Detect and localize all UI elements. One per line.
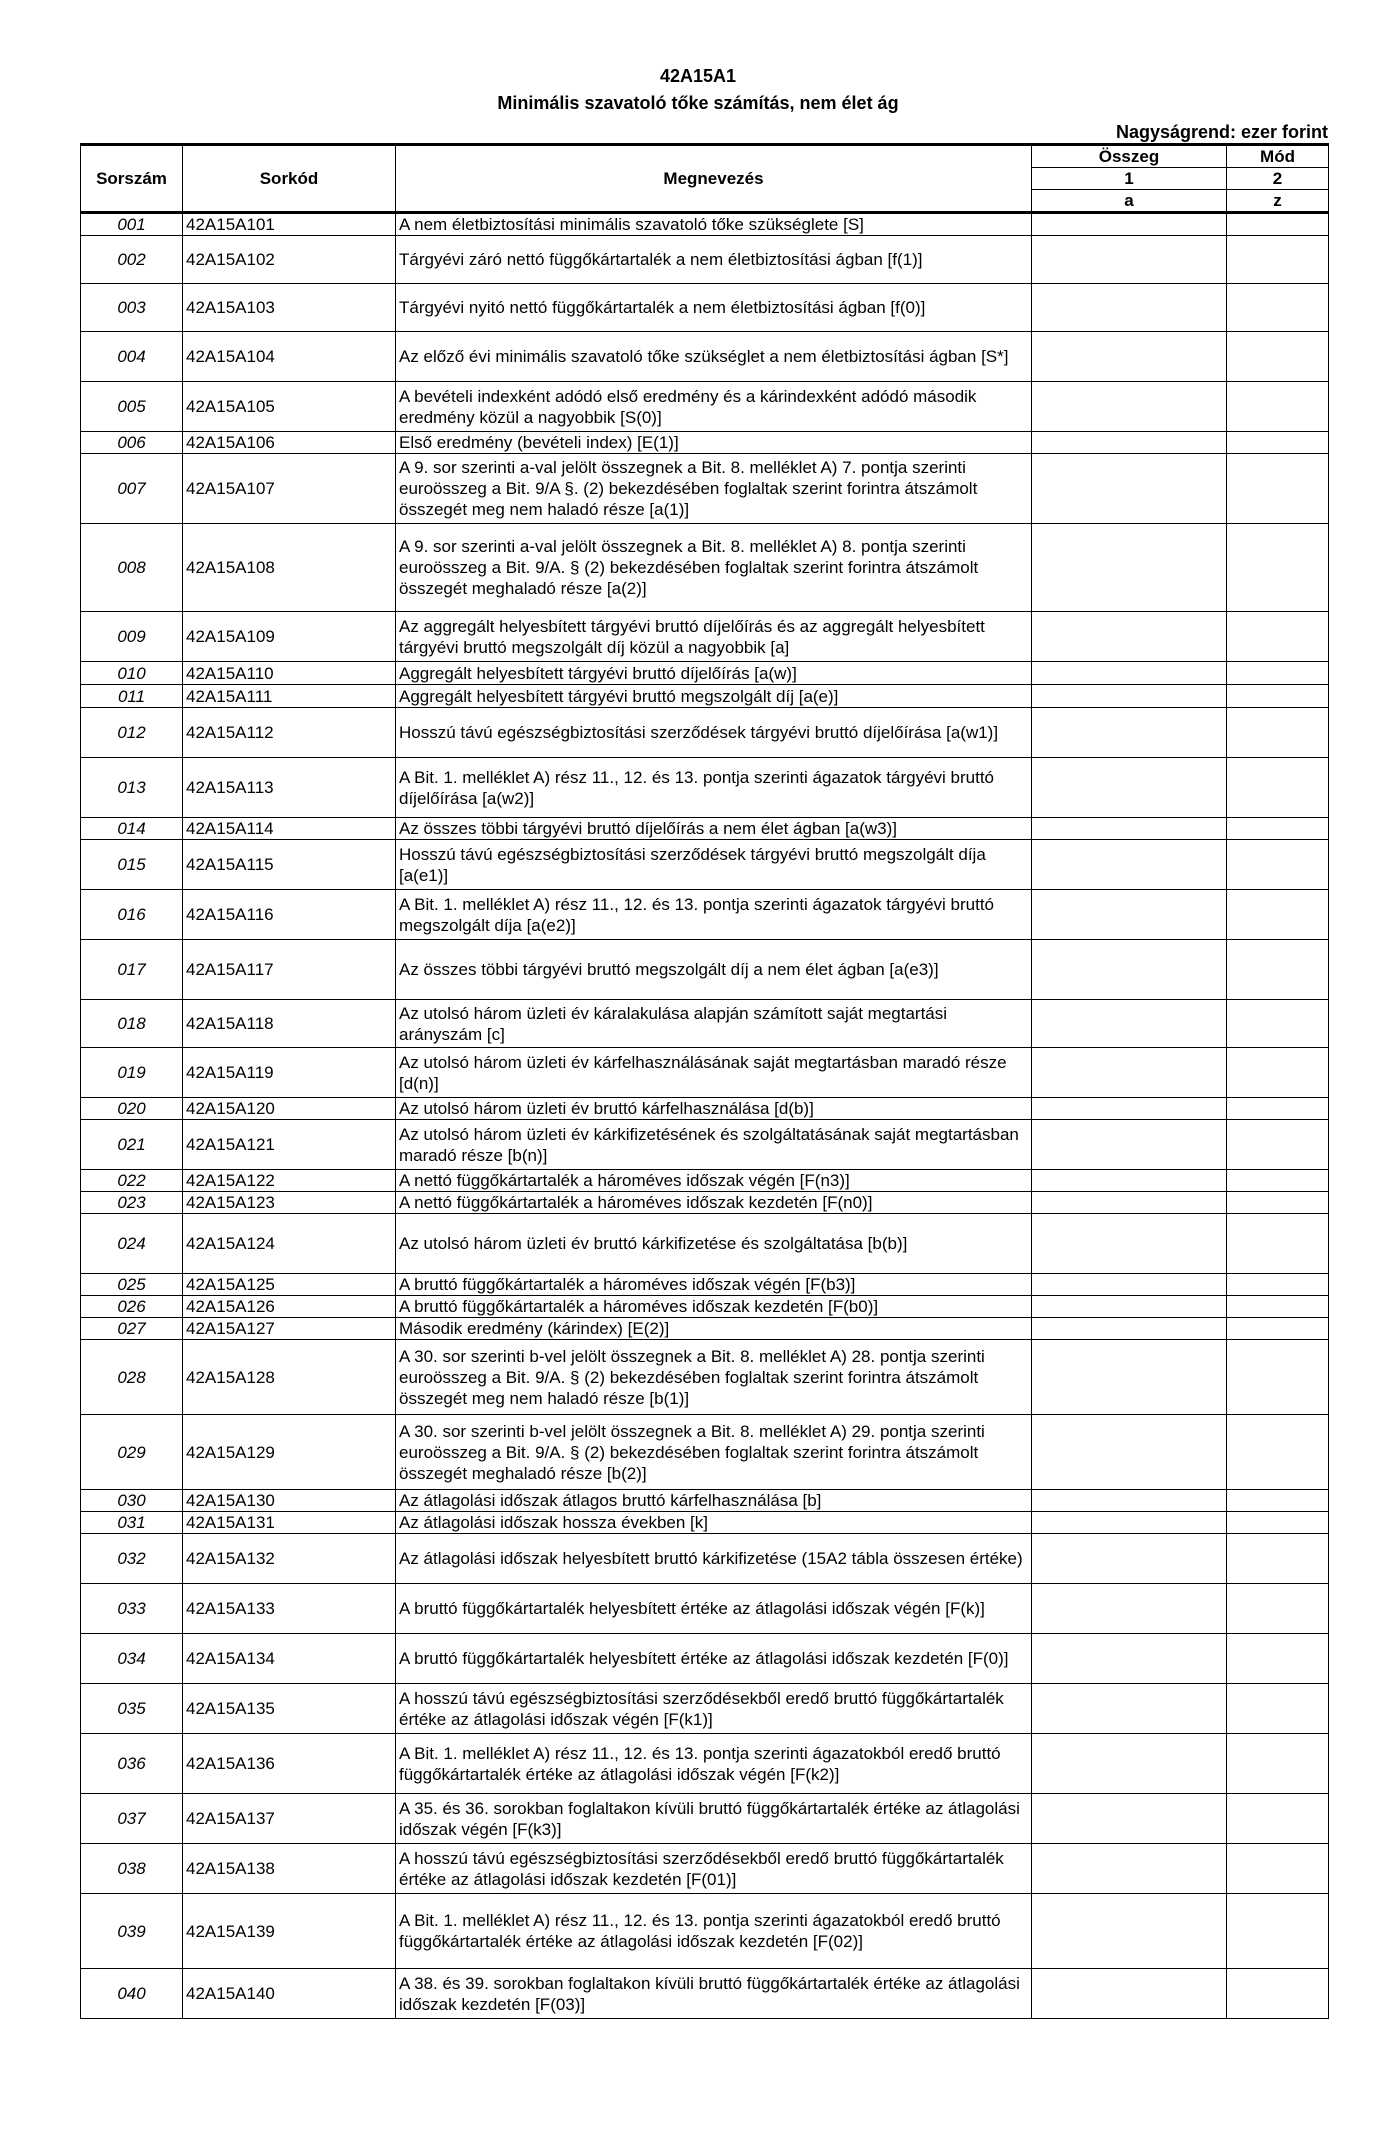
header-col-2: 2 [1227,168,1329,190]
row-number: 020 [81,1098,183,1120]
amount-cell[interactable] [1032,1534,1227,1584]
amount-cell[interactable] [1032,1170,1227,1192]
row-code: 42A15A127 [183,1318,396,1340]
row-name: Az átlagolási időszak hossza években [k] [396,1512,1032,1534]
table-row [81,1274,1329,1296]
row-name: Hosszú távú egészségbiztosítási szerződések tárgyévi bruttó díjelőírása [a(w1)] [396,708,1032,758]
row-name: A hosszú távú egészségbiztosítási szerződésekből eredő bruttó függőkártartalék értéke az átlagolási időszak kezdetén [F(01)] [396,1844,1032,1894]
table-row [81,758,1329,818]
mode-cell[interactable] [1227,1684,1329,1734]
mode-cell[interactable] [1227,662,1329,685]
row-code: 42A15A118 [183,1000,396,1048]
row-number: 016 [81,890,183,940]
amount-cell[interactable] [1032,1120,1227,1170]
table-row [81,1512,1329,1534]
amount-cell[interactable] [1032,1844,1227,1894]
table-row [81,685,1329,708]
table-row [81,432,1329,454]
row-name: Aggregált helyesbített tárgyévi bruttó díjelőírás [a(w)] [396,662,1032,685]
row-name: A 9. sor szerinti a-val jelölt összegnek a Bit. 8. melléklet A) 7. pontja szerinti euroösszeg a Bit. 9/A §. (2) bekezdésében foglaltak szerint forintra átszámolt összegét meg nem haladó része [a(1)] [396,454,1032,524]
amount-cell[interactable] [1032,1274,1227,1296]
row-number: 023 [81,1192,183,1214]
row-code: 42A15A113 [183,758,396,818]
row-number: 010 [81,662,183,685]
row-code: 42A15A109 [183,612,396,662]
table-row [81,818,1329,840]
table-row [81,1684,1329,1734]
row-code: 42A15A115 [183,840,396,890]
row-number: 031 [81,1512,183,1534]
row-number: 039 [81,1894,183,1969]
mode-cell[interactable] [1227,1512,1329,1534]
row-name: A hosszú távú egészségbiztosítási szerződésekből eredő bruttó függőkártartalék értéke az átlagolási időszak végén [F(k1)] [396,1684,1032,1734]
row-number: 028 [81,1340,183,1415]
row-code: 42A15A140 [183,1969,396,2019]
mode-cell[interactable] [1227,284,1329,332]
table-row [81,1296,1329,1318]
row-name: Az utolsó három üzleti év kárkifizetésének és szolgáltatásának saját megtartásban maradó része [b(n)] [396,1120,1032,1170]
table-row [81,1969,1329,2019]
row-name: Az előző évi minimális szavatoló tőke szükséglet a nem életbiztosítási ágban [S*] [396,332,1032,382]
row-code: 42A15A102 [183,236,396,284]
mode-cell[interactable] [1227,890,1329,940]
table-row [81,1000,1329,1048]
row-code: 42A15A133 [183,1584,396,1634]
table-row [81,1214,1329,1274]
row-code: 42A15A104 [183,332,396,382]
row-code: 42A15A130 [183,1490,396,1512]
mode-cell[interactable] [1227,1794,1329,1844]
row-code: 42A15A129 [183,1415,396,1490]
header-sorkod: Sorkód [183,145,396,213]
amount-cell[interactable] [1032,1340,1227,1415]
amount-cell[interactable] [1032,1098,1227,1120]
table-row [81,612,1329,662]
row-code: 42A15A119 [183,1048,396,1098]
row-number: 015 [81,840,183,890]
amount-cell[interactable] [1032,890,1227,940]
row-code: 42A15A139 [183,1894,396,1969]
table-row [81,1894,1329,1969]
row-name: A bruttó függőkártartalék a hároméves időszak kezdetén [F(b0)] [396,1296,1032,1318]
row-code: 42A15A137 [183,1794,396,1844]
row-name: Az átlagolási időszak átlagos bruttó kárfelhasználása [b] [396,1490,1032,1512]
table-row [81,382,1329,432]
row-code: 42A15A101 [183,213,396,236]
table-row [81,662,1329,685]
row-code: 42A15A134 [183,1634,396,1684]
amount-cell[interactable] [1032,524,1227,612]
mode-cell[interactable] [1227,1894,1329,1969]
header-mod: Mód [1227,145,1329,168]
row-name: Az utolsó három üzleti év kárfelhasználásának saját megtartásban maradó része [d(n)] [396,1048,1032,1098]
row-number: 036 [81,1734,183,1794]
row-number: 024 [81,1214,183,1274]
table-row [81,940,1329,1000]
row-number: 001 [81,213,183,236]
row-number: 032 [81,1534,183,1584]
mode-cell[interactable] [1227,840,1329,890]
row-name: A nem életbiztosítási minimális szavatoló tőke szükséglete [S] [396,213,1032,236]
mode-cell[interactable] [1227,1844,1329,1894]
row-name: Az összes többi tárgyévi bruttó megszolgált díj a nem élet ágban [a(e3)] [396,940,1032,1000]
row-code: 42A15A132 [183,1534,396,1584]
row-code: 42A15A128 [183,1340,396,1415]
row-number: 029 [81,1415,183,1490]
amount-cell[interactable] [1032,432,1227,454]
mode-cell[interactable] [1227,1170,1329,1192]
row-name: A Bit. 1. melléklet A) rész 11., 12. és 13. pontja szerinti ágazatok tárgyévi bruttó megszolgált díja [a(e2)] [396,890,1032,940]
mode-cell[interactable] [1227,1584,1329,1634]
row-name: A bevételi indexként adódó első eredmény és a kárindexként adódó második eredmény közül a nagyobbik [S(0)] [396,382,1032,432]
row-code: 42A15A111 [183,685,396,708]
mode-cell[interactable] [1227,213,1329,236]
amount-cell[interactable] [1032,1894,1227,1969]
amount-cell[interactable] [1032,1794,1227,1844]
mode-cell[interactable] [1227,1534,1329,1584]
row-name: Az utolsó három üzleti év bruttó kárkifizetése és szolgáltatása [b(b)] [396,1214,1032,1274]
table-row [81,1634,1329,1684]
table-row [81,1098,1329,1120]
row-name: A 35. és 36. sorokban foglaltakon kívüli bruttó függőkártartalék értéke az átlagolási időszak végén [F(k3)] [396,1794,1032,1844]
mode-cell[interactable] [1227,382,1329,432]
row-code: 42A15A107 [183,454,396,524]
table-row [81,454,1329,524]
row-number: 014 [81,818,183,840]
row-name: Az aggregált helyesbített tárgyévi bruttó díjelőírás és az aggregált helyesbített tárgyévi bruttó megszolgált díj közül a nagyobbik [a] [396,612,1032,662]
amount-cell[interactable] [1032,1296,1227,1318]
mode-cell[interactable] [1227,1192,1329,1214]
table-row [81,1794,1329,1844]
header-col-a: a [1032,190,1227,213]
amount-cell[interactable] [1032,284,1227,332]
mode-cell[interactable] [1227,708,1329,758]
header-col-z: z [1227,190,1329,213]
row-code: 42A15A138 [183,1844,396,1894]
row-name: A bruttó függőkártartalék helyesbített értéke az átlagolási időszak végén [F(k)] [396,1584,1032,1634]
row-number: 017 [81,940,183,1000]
row-number: 006 [81,432,183,454]
row-code: 42A15A123 [183,1192,396,1214]
data-table [80,143,1329,2019]
row-number: 035 [81,1684,183,1734]
table-row [81,1318,1329,1340]
table-row [81,1490,1329,1512]
table-row [81,890,1329,940]
amount-cell[interactable] [1032,1000,1227,1048]
amount-cell[interactable] [1032,454,1227,524]
row-number: 034 [81,1634,183,1684]
amount-cell[interactable] [1032,662,1227,685]
row-name: Aggregált helyesbített tárgyévi bruttó megszolgált díj [a(e)] [396,685,1032,708]
amount-cell[interactable] [1032,1512,1227,1534]
amount-cell[interactable] [1032,236,1227,284]
form-code-title: 42A15A1 [659,66,737,86]
row-name: Második eredmény (kárindex) [E(2)] [396,1318,1032,1340]
row-code: 42A15A114 [183,818,396,840]
row-number: 025 [81,1274,183,1296]
mode-cell[interactable] [1227,1296,1329,1318]
row-number: 007 [81,454,183,524]
row-code: 42A15A121 [183,1120,396,1170]
row-code: 42A15A120 [183,1098,396,1120]
row-code: 42A15A126 [183,1296,396,1318]
amount-cell[interactable] [1032,382,1227,432]
table-row [81,213,1329,236]
row-name: Az utolsó három üzleti év bruttó kárfelhasználása [d(b)] [396,1098,1032,1120]
amount-cell[interactable] [1032,332,1227,382]
amount-cell[interactable] [1032,685,1227,708]
mode-cell[interactable] [1227,1048,1329,1098]
row-code: 42A15A105 [183,382,396,432]
mode-cell[interactable] [1227,454,1329,524]
table-row [81,1120,1329,1170]
row-name: A Bit. 1. melléklet A) rész 11., 12. és 13. pontja szerinti ágazatokból eredő bruttó függőkártartalék értéke az átlagolási időszak kezdetén [F(02)] [396,1894,1032,1969]
table-row [81,1734,1329,1794]
mode-cell[interactable] [1227,1340,1329,1415]
amount-cell[interactable] [1032,1734,1227,1794]
amount-cell[interactable] [1032,1490,1227,1512]
row-number: 003 [81,284,183,332]
mode-cell[interactable] [1227,1098,1329,1120]
row-name: Hosszú távú egészségbiztosítási szerződések tárgyévi bruttó megszolgált díja [a(e1)] [396,840,1032,890]
table-row [81,332,1329,382]
table-row [81,284,1329,332]
table-row [81,236,1329,284]
row-code: 42A15A135 [183,1684,396,1734]
row-name: Első eredmény (bevételi index) [E(1)] [396,432,1032,454]
mode-cell[interactable] [1227,236,1329,284]
row-name: A 9. sor szerinti a-val jelölt összegnek a Bit. 8. melléklet A) 8. pontja szerinti euroösszeg a Bit. 9/A. § (2) bekezdésében foglaltak szerint forintra átszámolt összegét meghaladó része [a(2)] [396,524,1032,612]
table-row [81,708,1329,758]
mode-cell[interactable] [1227,940,1329,1000]
mode-cell[interactable] [1227,1274,1329,1296]
amount-cell[interactable] [1032,818,1227,840]
row-name: Tárgyévi nyitó nettó függőkártartalék a nem életbiztosítási ágban [f(0)] [396,284,1032,332]
mode-cell[interactable] [1227,758,1329,818]
row-code: 42A15A117 [183,940,396,1000]
row-number: 019 [81,1048,183,1098]
row-name: A nettó függőkártartalék a hároméves időszak kezdetén [F(n0)] [396,1192,1032,1214]
row-name: A nettó függőkártartalék a hároméves időszak végén [F(n3)] [396,1170,1032,1192]
row-number: 009 [81,612,183,662]
mode-cell[interactable] [1227,1214,1329,1274]
row-number: 002 [81,236,183,284]
row-number: 011 [81,685,183,708]
row-number: 037 [81,1794,183,1844]
row-code: 42A15A108 [183,524,396,612]
amount-cell[interactable] [1032,758,1227,818]
row-number: 013 [81,758,183,818]
row-name: A bruttó függőkártartalék helyesbített értéke az átlagolási időszak kezdetén [F(0)] [396,1634,1032,1684]
amount-cell[interactable] [1032,1634,1227,1684]
header-megnevezes: Megnevezés [396,145,1032,213]
row-number: 026 [81,1296,183,1318]
table-row [81,1844,1329,1894]
row-number: 022 [81,1170,183,1192]
mode-cell[interactable] [1227,1969,1329,2019]
amount-cell[interactable] [1032,1415,1227,1490]
mode-cell[interactable] [1227,1318,1329,1340]
amount-cell[interactable] [1032,1969,1227,2019]
table-row [81,524,1329,612]
table-row [81,1584,1329,1634]
amount-cell[interactable] [1032,1318,1227,1340]
row-name: Tárgyévi záró nettó függőkártartalék a nem életbiztosítási ágban [f(1)] [396,236,1032,284]
amount-cell[interactable] [1032,840,1227,890]
table-row [81,1340,1329,1415]
row-number: 038 [81,1844,183,1894]
amount-cell[interactable] [1032,213,1227,236]
row-code: 42A15A122 [183,1170,396,1192]
row-name: Az összes többi tárgyévi bruttó díjelőírás a nem élet ágban [a(w3)] [396,818,1032,840]
amount-cell[interactable] [1032,708,1227,758]
row-code: 42A15A112 [183,708,396,758]
header-osszeg: Összeg [1032,145,1227,168]
mode-cell[interactable] [1227,1000,1329,1048]
header-sorszam: Sorszám [81,145,183,213]
amount-cell[interactable] [1032,1214,1227,1274]
row-number: 008 [81,524,183,612]
mode-cell[interactable] [1227,1490,1329,1512]
row-name: A 38. és 39. sorokban foglaltakon kívüli bruttó függőkártartalék értéke az átlagolási időszak kezdetén [F(03)] [396,1969,1032,2019]
units-label: Nagyságrend: ezer forint [1115,122,1328,142]
amount-cell[interactable] [1032,940,1227,1000]
row-name: A 30. sor szerinti b-vel jelölt összegnek a Bit. 8. melléklet A) 29. pontja szerinti euroösszeg a Bit. 9/A. § (2) bekezdésében foglaltak szerint forintra átszámolt összegét meghaladó része [b(2)] [396,1415,1032,1490]
header-col-1: 1 [1032,168,1227,190]
table-row [81,1048,1329,1098]
row-name: A 30. sor szerinti b-vel jelölt összegnek a Bit. 8. melléklet A) 28. pontja szerinti euroösszeg a Bit. 9/A. § (2) bekezdésében foglaltak szerint forintra átszámolt összegét meg nem haladó része [b(1)] [396,1340,1032,1415]
row-number: 004 [81,332,183,382]
amount-cell[interactable] [1032,1192,1227,1214]
mode-cell[interactable] [1227,818,1329,840]
row-name: A bruttó függőkártartalék a hároméves időszak végén [F(b3)] [396,1274,1032,1296]
row-code: 42A15A124 [183,1214,396,1274]
amount-cell[interactable] [1032,1048,1227,1098]
mode-cell[interactable] [1227,524,1329,612]
mode-cell[interactable] [1227,685,1329,708]
row-number: 040 [81,1969,183,2019]
amount-cell[interactable] [1032,612,1227,662]
row-name: A Bit. 1. melléklet A) rész 11., 12. és 13. pontja szerinti ágazatok tárgyévi bruttó díjelőírása [a(w2)] [396,758,1032,818]
amount-cell[interactable] [1032,1684,1227,1734]
row-code: 42A15A110 [183,662,396,685]
row-code: 42A15A125 [183,1274,396,1296]
amount-cell[interactable] [1032,1584,1227,1634]
table-row [81,840,1329,890]
row-name: Az utolsó három üzleti év káralakulása alapján számított saját megtartási arányszám [c] [396,1000,1032,1048]
table-row [81,1534,1329,1584]
mode-cell[interactable] [1227,1415,1329,1490]
row-code: 42A15A136 [183,1734,396,1794]
mode-cell[interactable] [1227,332,1329,382]
table-row [81,1170,1329,1192]
row-code: 42A15A106 [183,432,396,454]
row-number: 021 [81,1120,183,1170]
row-name: Az átlagolási időszak helyesbített bruttó kárkifizetése (15A2 tábla összesen értéke) [396,1534,1032,1584]
mode-cell[interactable] [1227,612,1329,662]
mode-cell[interactable] [1227,1734,1329,1794]
row-code: 42A15A131 [183,1512,396,1534]
row-name: A Bit. 1. melléklet A) rész 11., 12. és 13. pontja szerinti ágazatokból eredő bruttó függőkártartalék értéke az átlagolási időszak végén [F(k2)] [396,1734,1032,1794]
mode-cell[interactable] [1227,432,1329,454]
row-code: 42A15A116 [183,890,396,940]
row-number: 030 [81,1490,183,1512]
table-row [81,1415,1329,1490]
mode-cell[interactable] [1227,1120,1329,1170]
row-number: 012 [81,708,183,758]
row-number: 033 [81,1584,183,1634]
table-row [81,1192,1329,1214]
mode-cell[interactable] [1227,1634,1329,1684]
row-number: 027 [81,1318,183,1340]
row-number: 018 [81,1000,183,1048]
row-code: 42A15A103 [183,284,396,332]
form-subtitle: Minimális szavatoló tőke számítás, nem élet ág [497,93,899,113]
row-number: 005 [81,382,183,432]
